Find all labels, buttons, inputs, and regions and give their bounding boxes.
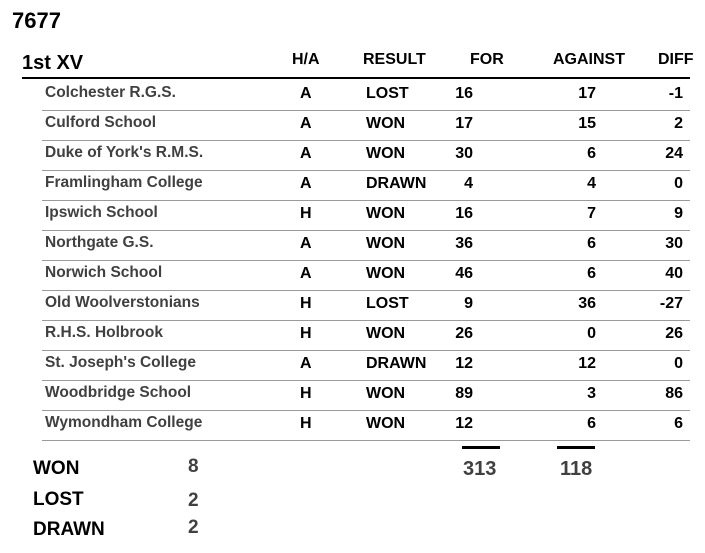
ha-cell: A bbox=[300, 265, 312, 282]
row-divider bbox=[42, 440, 690, 441]
page-title: 7677 bbox=[12, 8, 61, 33]
against-cell: 17 bbox=[578, 85, 596, 102]
against-cell: 0 bbox=[587, 325, 596, 342]
diff-cell: 24 bbox=[665, 145, 683, 162]
table-row bbox=[0, 321, 705, 351]
against-cell: 3 bbox=[587, 385, 596, 402]
for-cell: 12 bbox=[455, 355, 473, 372]
against-cell: 6 bbox=[587, 265, 596, 282]
opponent-cell: R.H.S. Holbrook bbox=[45, 324, 163, 341]
for-cell: 89 bbox=[455, 385, 473, 402]
table-row bbox=[0, 201, 705, 231]
ha-cell: A bbox=[300, 85, 312, 102]
for-cell: 9 bbox=[464, 295, 473, 312]
ha-cell: H bbox=[300, 295, 312, 312]
ha-cell: A bbox=[300, 145, 312, 162]
table-row bbox=[0, 111, 705, 141]
header-rule bbox=[22, 77, 690, 79]
header-for: FOR bbox=[470, 51, 504, 68]
for-cell: 36 bbox=[455, 235, 473, 252]
result-cell: WON bbox=[366, 385, 406, 402]
ha-cell: A bbox=[300, 235, 312, 252]
for-total-rule bbox=[462, 446, 500, 449]
result-cell: WON bbox=[366, 235, 406, 252]
for-cell: 12 bbox=[455, 415, 473, 432]
table-row bbox=[0, 291, 705, 321]
summary-drawn-count: 2 bbox=[188, 517, 199, 538]
header-diff: DIFF bbox=[658, 51, 694, 68]
summary-drawn-label: DRAWN bbox=[33, 519, 105, 540]
diff-cell: -27 bbox=[659, 295, 683, 312]
opponent-cell: Ipswich School bbox=[45, 204, 158, 221]
ha-cell: A bbox=[300, 175, 312, 192]
ha-cell: H bbox=[300, 325, 312, 342]
for-cell: 17 bbox=[455, 115, 473, 132]
for-cell: 16 bbox=[455, 85, 473, 102]
opponent-cell: Old Woolverstonians bbox=[45, 294, 200, 311]
table-row bbox=[0, 171, 705, 201]
ha-cell: A bbox=[300, 115, 312, 132]
result-cell: LOST bbox=[366, 295, 409, 312]
result-cell: WON bbox=[366, 325, 406, 342]
summary-lost-label: LOST bbox=[33, 489, 84, 510]
header-result: RESULT bbox=[363, 51, 426, 68]
against-cell: 6 bbox=[587, 145, 596, 162]
opponent-cell: Framlingham College bbox=[45, 174, 203, 191]
table-row bbox=[0, 231, 705, 261]
diff-cell: -1 bbox=[668, 85, 683, 102]
against-cell: 12 bbox=[578, 355, 596, 372]
result-cell: WON bbox=[366, 265, 406, 282]
total-against: 118 bbox=[560, 458, 593, 480]
ha-cell: H bbox=[300, 415, 312, 432]
table-row bbox=[0, 351, 705, 381]
table-row bbox=[0, 381, 705, 411]
against-cell: 36 bbox=[578, 295, 596, 312]
summary-won-count: 8 bbox=[188, 456, 199, 477]
result-cell: DRAWN bbox=[366, 175, 427, 192]
for-cell: 4 bbox=[464, 175, 473, 192]
table-row bbox=[0, 81, 705, 111]
diff-cell: 0 bbox=[674, 175, 683, 192]
table-row bbox=[0, 141, 705, 171]
for-cell: 26 bbox=[455, 325, 473, 342]
ha-cell: H bbox=[300, 205, 312, 222]
diff-cell: 40 bbox=[665, 265, 683, 282]
for-cell: 16 bbox=[455, 205, 473, 222]
against-cell: 15 bbox=[578, 115, 596, 132]
diff-cell: 6 bbox=[674, 415, 683, 432]
total-for: 313 bbox=[463, 458, 497, 480]
result-cell: WON bbox=[366, 145, 406, 162]
header-against: AGAINST bbox=[553, 51, 625, 68]
opponent-cell: Colchester R.G.S. bbox=[45, 84, 176, 101]
summary-lost-count: 2 bbox=[188, 490, 199, 511]
opponent-cell: St. Joseph's College bbox=[45, 354, 196, 371]
result-cell: DRAWN bbox=[366, 355, 427, 372]
opponent-cell: Norwich School bbox=[45, 264, 163, 281]
against-cell: 4 bbox=[587, 175, 596, 192]
for-cell: 30 bbox=[455, 145, 473, 162]
result-cell: WON bbox=[366, 115, 406, 132]
opponent-cell: Woodbridge School bbox=[45, 384, 192, 401]
diff-cell: 2 bbox=[674, 115, 683, 132]
against-cell: 7 bbox=[587, 205, 596, 222]
diff-cell: 86 bbox=[665, 385, 683, 402]
diff-cell: 30 bbox=[665, 235, 683, 252]
table-row bbox=[0, 411, 705, 441]
result-cell: WON bbox=[366, 415, 406, 432]
against-total-rule bbox=[557, 446, 595, 449]
result-cell: LOST bbox=[366, 85, 409, 102]
opponent-cell: Wymondham College bbox=[45, 414, 203, 431]
diff-cell: 26 bbox=[665, 325, 683, 342]
diff-cell: 0 bbox=[674, 355, 683, 372]
opponent-cell: Culford School bbox=[45, 114, 157, 131]
for-cell: 46 bbox=[455, 265, 473, 282]
against-cell: 6 bbox=[587, 415, 596, 432]
summary-won-label: WON bbox=[33, 458, 80, 479]
header-ha: H/A bbox=[292, 51, 320, 68]
against-cell: 6 bbox=[587, 235, 596, 252]
result-cell: WON bbox=[366, 205, 406, 222]
team-label: 1st XV bbox=[22, 52, 84, 74]
opponent-cell: Northgate G.S. bbox=[45, 234, 154, 251]
table-row bbox=[0, 261, 705, 291]
opponent-cell: Duke of York's R.M.S. bbox=[45, 144, 204, 161]
diff-cell: 9 bbox=[674, 205, 683, 222]
ha-cell: H bbox=[300, 385, 312, 402]
ha-cell: A bbox=[300, 355, 312, 372]
